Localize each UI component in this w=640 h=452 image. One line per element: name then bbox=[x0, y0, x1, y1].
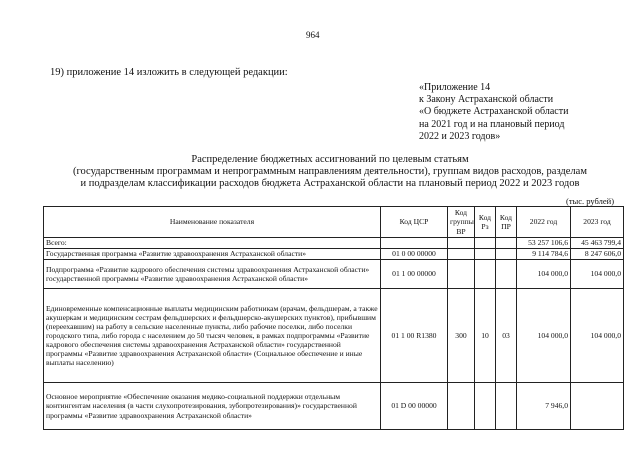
cell-group bbox=[448, 238, 475, 249]
cell-2023: 104 000,0 bbox=[571, 289, 624, 383]
cell-name: Единовременные компенсационные выплаты медицинским работникам (врачам, фельдшерам, а также акушеркам и медицинским сестрам фельдшерских и фельдшерско-акушерских пунктов), прибывшим (переехавшим) на работу в сельские населенные пункты, либо рабочие поселки, либо поселки городского типа, либо города с населением до 50 тысяч человек, в рамках подпрограммы «Развитие кадрового обеспечения системы здравоохранения Астраханской области» государственной программы «Развитие здравоохранения Астраханской области» (Социальное обеспечение и иные выплаты населению) bbox=[44, 289, 381, 383]
title-line: Распределение бюджетных ассигнований по целевым статьям bbox=[191, 154, 469, 165]
cell-csr: 01 1 00 00000 bbox=[381, 260, 448, 289]
header-2023: 2023 год bbox=[571, 207, 624, 238]
appendix-line: «О бюджете Астраханской области bbox=[419, 106, 569, 118]
budget-table bbox=[43, 206, 624, 430]
amendment-intro: 19) приложение 14 изложить в следующей редакции: bbox=[50, 67, 288, 78]
table-row bbox=[44, 249, 624, 260]
table-row bbox=[44, 289, 624, 383]
cell-csr bbox=[381, 238, 448, 249]
cell-rz bbox=[475, 249, 496, 260]
cell-name: Всего: bbox=[44, 238, 381, 249]
cell-2023 bbox=[571, 383, 624, 430]
document-title bbox=[50, 154, 610, 191]
header-2022: 2022 год bbox=[517, 207, 571, 238]
cell-pr: 03 bbox=[496, 289, 517, 383]
title-line: (государственным программам и непрограммным направлениям деятельности), группам видов расходов, разделам bbox=[73, 166, 587, 178]
cell-rz: 10 bbox=[475, 289, 496, 383]
cell-name: Подпрограмма «Развитие кадрового обеспечения системы здравоохранения Астраханской области» государственной программы «Развитие здравоохранения Астраханской области» bbox=[44, 260, 381, 289]
cell-rz bbox=[475, 383, 496, 430]
cell-2023: 104 000,0 bbox=[571, 260, 624, 289]
cell-name: Основное мероприятие «Обеспечение оказания медико-социальной поддержки отдельным контингентам населения (в части слухопротезирования, зубопротезирования)» государственной программы «Развитие здравоохранения Астраханской области» bbox=[44, 383, 381, 430]
units-label: (тыс. рублей) bbox=[566, 196, 615, 206]
table-row bbox=[44, 238, 624, 249]
header-csr: Код ЦСР bbox=[381, 207, 448, 238]
cell-pr bbox=[496, 383, 517, 430]
cell-2022: 7 946,0 bbox=[517, 383, 571, 430]
header-pr: Код ПР bbox=[496, 207, 517, 238]
header-group: Код группы ВР bbox=[448, 207, 475, 238]
cell-group: 300 bbox=[448, 289, 475, 383]
cell-csr: 01 D 00 00000 bbox=[381, 383, 448, 430]
header-name: Наименование показателя bbox=[44, 207, 381, 238]
table-row bbox=[44, 383, 624, 430]
cell-2022: 104 000,0 bbox=[517, 289, 571, 383]
appendix-heading bbox=[419, 82, 568, 143]
cell-csr: 01 1 00 R1380 bbox=[381, 289, 448, 383]
cell-pr bbox=[496, 238, 517, 249]
appendix-line: «Приложение 14 bbox=[419, 82, 491, 93]
cell-group bbox=[448, 249, 475, 260]
cell-rz bbox=[475, 238, 496, 249]
cell-name: Государственная программа «Развитие здравоохранения Астраханской области» bbox=[44, 249, 381, 260]
cell-csr: 01 0 00 00000 bbox=[381, 249, 448, 260]
title-line: и подразделам классификации расходов бюджета Астраханской области на плановый период 2022 и 2023 годов bbox=[80, 178, 580, 190]
table-row bbox=[44, 260, 624, 289]
appendix-line: 2022 и 2023 годов» bbox=[419, 130, 501, 142]
cell-2022: 9 114 784,6 bbox=[517, 249, 571, 260]
header-rz: Код Рз bbox=[475, 207, 496, 238]
cell-group bbox=[448, 260, 475, 289]
cell-pr bbox=[496, 260, 517, 289]
page-number: 964 bbox=[306, 30, 320, 40]
cell-2022: 53 257 106,6 bbox=[517, 238, 571, 249]
cell-pr bbox=[496, 249, 517, 260]
cell-2022: 104 000,0 bbox=[517, 260, 571, 289]
cell-group bbox=[448, 383, 475, 430]
cell-rz bbox=[475, 260, 496, 289]
appendix-line: к Закону Астраханской области bbox=[419, 94, 554, 106]
cell-2023: 8 247 606,0 bbox=[571, 249, 624, 260]
cell-2023: 45 463 799,4 bbox=[571, 238, 624, 249]
appendix-line: на 2021 год и на плановый период bbox=[419, 118, 565, 130]
table-header-row bbox=[44, 207, 624, 238]
